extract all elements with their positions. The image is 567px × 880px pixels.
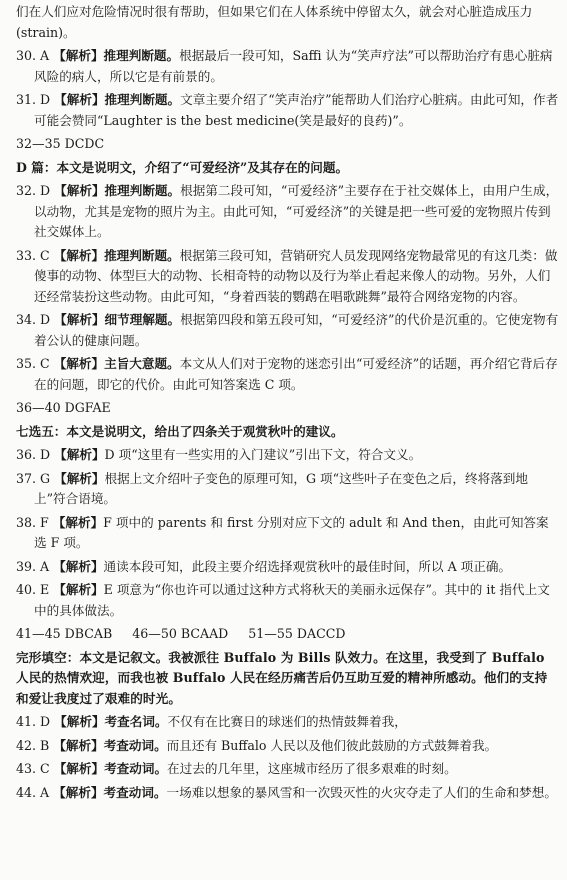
- item-tag: 【解析】: [54, 470, 105, 486]
- item-text: 通读本段可知，此段主要介绍选择观赏秋叶的最佳时间，所以 A 项正确。: [103, 558, 512, 574]
- item-tag: 【解析】: [54, 447, 105, 462]
- item-text: 不仅有在比赛日的球迷们的热情鼓舞着我，: [167, 714, 407, 729]
- answers-46-50: 46—50 BCAAD: [132, 626, 229, 641]
- item-tag: 【解析】考查动词。: [53, 761, 168, 776]
- item-31: [16, 90, 559, 131]
- item-text: 而且还有 Buffalo 人民以及他们彼此鼓励的方式鼓舞着我。: [166, 737, 498, 753]
- item-tag: 【解析】考查名词。: [54, 714, 168, 729]
- section-cloze-heading: 完形填空：本文是记叙文。我被派往 Buffalo 为 Bills 队效力。在这里，我受到了 Buffalo 人民的热情欢迎，而我也被 Buffalo 人民在经历痛苦后仍互助互爱的精神所感动。他们的支持和爱让我度过了艰难的时光。: [16, 649, 548, 706]
- item-39: [16, 557, 559, 578]
- item-tag: 【解析】推理判断题。: [53, 247, 180, 263]
- item-40: [16, 580, 559, 621]
- item-number: 37. G: [16, 470, 51, 486]
- item-text: D 项“这里有一些实用的入门建议”引出下文，符合文义。: [104, 447, 422, 462]
- item-tag: 【解析】推理判断题。: [54, 183, 181, 198]
- answers-41-55: [16, 624, 559, 645]
- item-text: 一场难以想象的暴风雪和一次毁灭性的火灾夺走了人们的生命和梦想。: [166, 784, 557, 800]
- item-tag: 【解析】细节理解题。: [54, 312, 181, 327]
- item-41: [16, 712, 559, 733]
- item-38: [16, 513, 559, 554]
- item-tag: 【解析】: [53, 558, 104, 574]
- item-text: 文章主要介绍了“笑声治疗”能帮助人们治疗心脏病。由此可知，作者可能会赞同“Laughter is the best medicine(笑是最好的良药)”。: [34, 92, 559, 128]
- item-number: 32. D: [16, 183, 51, 198]
- item-44: [16, 783, 559, 804]
- item-text: 根据上文介绍叶子变色的原理可知，G 项“这些叶子在变色之后，终将落到地上”符合语境。: [34, 470, 528, 506]
- item-tag: 【解析】推理判断题。: [53, 48, 180, 63]
- item-30: [16, 46, 559, 87]
- item-number: 34. D: [16, 312, 51, 327]
- section-d-heading: D 篇：本文是说明文，介绍了“可爱经济”及其存在的问题。: [16, 159, 349, 175]
- item-number: 41. D: [16, 714, 51, 729]
- item-tag: 【解析】考查动词。: [53, 784, 167, 800]
- item-text: 根据最后一段可知，Saffi 认为“笑声疗法”可以帮助治疗有患心脏病风险的病人，所以它是有前景的。: [34, 48, 553, 84]
- answers-51-55: 51—55 DACCD: [248, 626, 346, 641]
- item-32: [16, 181, 559, 243]
- item-text: 根据第二段可知，“可爱经济”主要存在于社交媒体上，由用户生成，以动物，尤其是宠物的照片为主。由此可知，“可爱经济”的关键是把一些可爱的宠物照片传到社交媒体上。: [34, 183, 559, 239]
- item-number: 39. A: [16, 558, 50, 574]
- item-42: [16, 736, 559, 757]
- item-36: [16, 445, 559, 466]
- item-43: [16, 759, 559, 780]
- item-number: 43. C: [16, 761, 50, 776]
- item-number: 36. D: [16, 447, 51, 462]
- item-number: 35. C: [16, 356, 50, 371]
- item-number: 31. D: [16, 92, 51, 107]
- item-number: 44. A: [16, 784, 50, 800]
- item-text: E 项意为“你也许可以通过这种方式将秋天的美丽永远保存”。其中的 it 指代上文中的具体做法。: [34, 582, 550, 618]
- item-text: 根据第四段和第五段可知，“可爱经济”的代价是沉重的。它使宠物有着公认的健康问题。: [34, 312, 559, 348]
- item-tag: 【解析】考查动词。: [53, 737, 167, 753]
- item-text: 本文从人们对于宠物的迷恋引出“可爱经济”的话题，再介绍它背后存在的问题，即它的代价。由此可知答案选 C 项。: [34, 356, 558, 392]
- item-34: [16, 310, 559, 351]
- section-7x5-heading: 七选五：本文是说明文，给出了四条关于观赏秋叶的建议。: [16, 423, 344, 439]
- answers-41-45: 41—45 DBCAB: [16, 626, 113, 641]
- answers-36-40: 36—40 DGFAE: [16, 400, 111, 415]
- item-35: [16, 354, 559, 395]
- item-text: 根据第三段可知，营销研究人员发现网络宠物最常见的有这几类：做傻事的动物、体型巨大的动物、长相奇特的动物以及行为举止看起来像人的动物。另外，人们还经常装扮这些动物。由此可知，“身着西装的鹦鹉在唱歌跳舞”最符合网络宠物的内容。: [34, 247, 558, 304]
- item-number: 30. A: [16, 48, 50, 63]
- item-tag: 【解析】推理判断题。: [54, 92, 181, 107]
- answers-32-35: 32—35 DCDC: [16, 136, 105, 151]
- item-text: F 项中的 parents 和 first 分别对应下文的 adult 和 And then，由此可知答案选 F 项。: [34, 514, 549, 550]
- item-text: 在过去的几年里，这座城市经历了很多艰难的时刻。: [167, 761, 457, 776]
- item-tag: 【解析】: [52, 514, 104, 530]
- item-37: [16, 469, 559, 510]
- intro-continuation: 们在人们应对危险情况时很有帮助，但如果它们在人体系统中停留太久，就会对心脏造成压力(strain)。: [16, 4, 533, 40]
- item-tag: 【解析】: [53, 582, 104, 597]
- item-number: 40. E: [16, 582, 50, 597]
- item-number: 33. C: [16, 247, 50, 263]
- item-tag: 【解析】主旨大意题。: [53, 356, 180, 371]
- item-33: [16, 246, 559, 308]
- item-number: 38. F: [16, 514, 49, 530]
- item-number: 42. B: [16, 737, 50, 753]
